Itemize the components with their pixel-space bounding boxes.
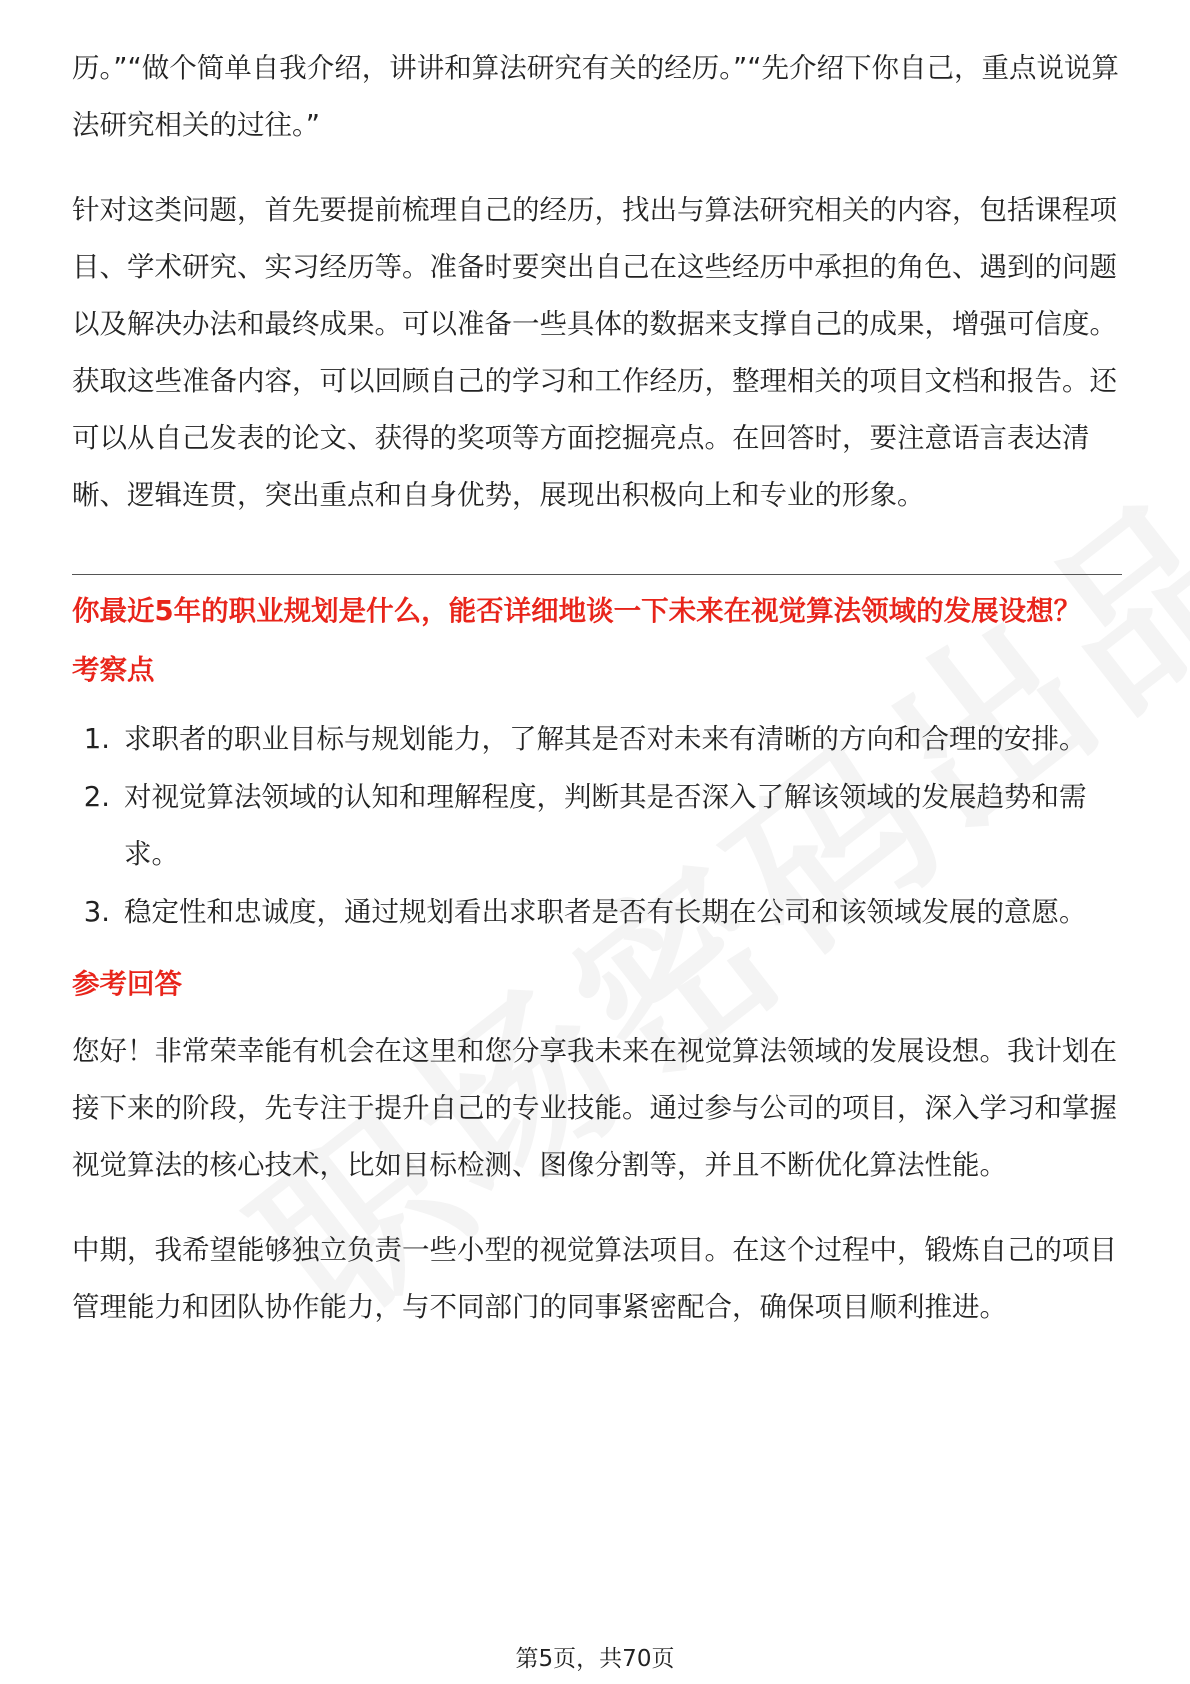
intro-paragraph: 历。”“做个简单自我介绍，讲讲和算法研究有关的经历。”“先介绍下你自己，重点说说算法研究相关的过往。”: [72, 52, 1119, 141]
list-item-number: 2.: [83, 781, 110, 813]
list-item-number: 1.: [83, 723, 110, 755]
assessment-list: [72, 711, 1122, 941]
reference-paragraph: 中期，我希望能够独立负责一些小型的视觉算法项目。在这个过程中，锻炼自己的项目管理能力和团队协作能力，与不同部门的同事紧密配合，确保项目顺利推进。: [72, 1234, 1117, 1323]
list-item: [72, 769, 1122, 883]
list-item: [72, 884, 1122, 941]
section-divider: [72, 574, 1122, 575]
assessment-heading: 考察点: [72, 654, 155, 686]
advice-paragraph: 针对这类问题，首先要提前梳理自己的经历，找出与算法研究相关的内容，包括课程项目、学术研究、实习经历等。准备时要突出自己在这些经历中承担的角色、遇到的问题以及解决办法和最终成果。可以准备一些具体的数据来支撑自己的成果，增强可信度。获取这些准备内容，可以回顾自己的学习和工作经历，整理相关的项目文档和报告。还可以从自己发表的论文、获得的奖项等方面挖掘亮点。在回答时，要注意语言表达清晰、逻辑连贯，突出重点和自身优势，展现出积极向上和专业的形象。: [72, 194, 1117, 511]
list-item-text: 稳定性和忠诚度，通过规划看出求职者是否有长期在公司和该领域发展的意愿。: [124, 896, 1087, 928]
question-title: 你最近5年的职业规划是什么，能否详细地谈一下未来在视觉算法领域的发展设想？: [72, 595, 1082, 627]
reference-paragraph: 您好！非常荣幸能有机会在这里和您分享我未来在视觉算法领域的发展设想。我计划在接下来的阶段，先专注于提升自己的专业技能。通过参与公司的项目，深入学习和掌握视觉算法的核心技术，比如目标检测、图像分割等，并且不断优化算法性能。: [72, 1035, 1117, 1181]
document-body: [72, 40, 1122, 1336]
list-item-text: 对视觉算法领域的认知和理解程度，判断其是否深入了解该领域的发展趋势和需求。: [124, 781, 1087, 870]
list-item: [72, 711, 1122, 768]
reference-heading: 参考回答: [72, 968, 182, 1000]
list-item-number: 3.: [83, 896, 110, 928]
page-number: 第5页，共70页: [515, 1646, 675, 1672]
list-item-text: 求职者的职业目标与规划能力，了解其是否对未来有清晰的方向和合理的安排。: [124, 723, 1087, 755]
